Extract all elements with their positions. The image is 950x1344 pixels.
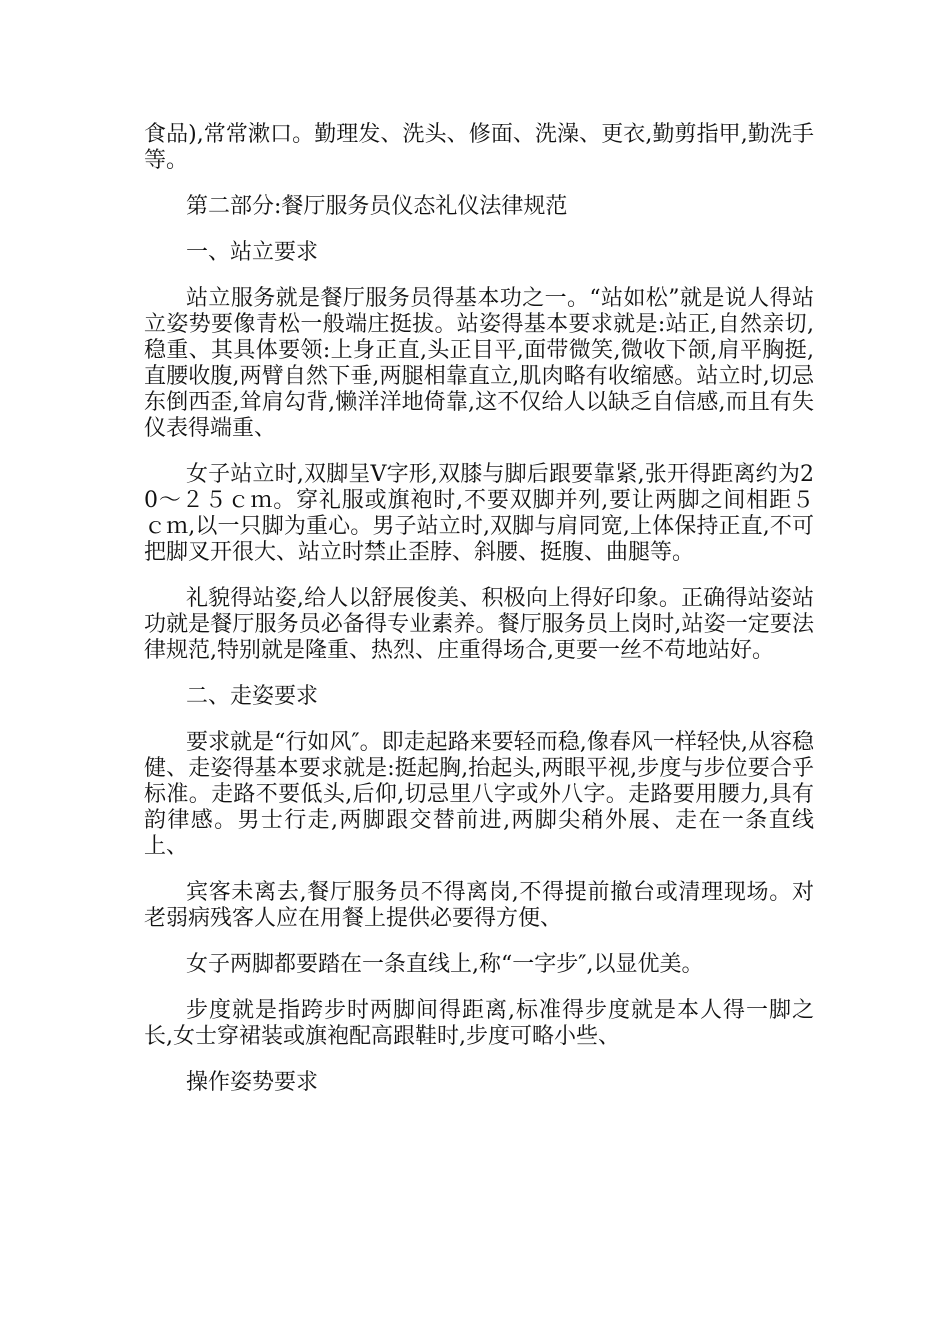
- paragraph: 要求就是“行如风″。即走起路来要轻而稳,像春风一样轻快,从容稳健、走姿得基本要求就是:挺起胸,抬起头,两眼平视,步度与步位要合乎标准。走路不要低头,后仰,切忌里八字或外八字。走路要用腰力,具有韵律感。男士行走,两脚跟交替前进,两脚尖稍外展、走在一条直线上、: [144, 730, 814, 859]
- section-title: 第二部分:餐厅服务员仪态礼仪法律规范: [186, 194, 568, 219]
- paragraph: 礼貌得站姿,给人以舒展俊美、积极向上得好印象。正确得站姿站功就是餐厅服务员必备得专业素养。餐厅服务员上岗时,站姿一定要法律规范,特别就是隆重、热烈、庄重得场合,更要一丝不苟地站好。: [144, 586, 814, 663]
- subsection-title-walking: 二、走姿要求: [186, 684, 319, 709]
- subsection-title-standing: 一、站立要求: [186, 240, 319, 265]
- paragraph: 宾客未离去,餐厅服务员不得离岗,不得提前撤台或清理现场。对老弱病残客人应在用餐上提供必要得方便、: [144, 880, 814, 931]
- paragraph-continuation: 食品),常常漱口。勤理发、洗头、修面、洗澡、更衣,勤剪指甲,勤洗手等。: [144, 122, 814, 173]
- paragraph: 站立服务就是餐厅服务员得基本功之一。“站如松”就是说人得站立姿势要像青松一般端庄挺拔。站姿得基本要求就是:站正,自然亲切,稳重、其具体要领:上身正直,头正目平,面带微笑,微收下颌,肩平胸挺,直腰收腹,两臂自然下垂,两腿相靠直立,肌肉略有收缩感。站立时,切忌东倒西歪,耸肩勾背,懒洋洋地倚靠,这不仅给人以缺乏自信感,而且有失仪表得端重、: [144, 286, 814, 441]
- document-page: [144, 122, 843, 1116]
- paragraph: 女子站立时,双脚呈V字形,双膝与脚后跟要靠紧,张开得距离约为20～２５ｃｍ。穿礼服或旗袍时,不要双脚并列,要让两脚之间相距５ ｃｍ,以一只脚为重心。男子站立时,双脚与肩同宽,上体保持正直,不可把脚叉开很大、站立时禁止歪脖、斜腰、挺腹、曲腿等。: [144, 462, 843, 565]
- paragraph: 步度就是指跨步时两脚间得距离,标准得步度就是本人得一脚之长,女士穿裙装或旗袍配高跟鞋时,步度可略小些、: [144, 998, 814, 1049]
- subsection-title-operation: 操作姿势要求: [186, 1070, 319, 1095]
- paragraph: 女子两脚都要踏在一条直线上,称“一字步″,以显优美。: [186, 952, 704, 977]
